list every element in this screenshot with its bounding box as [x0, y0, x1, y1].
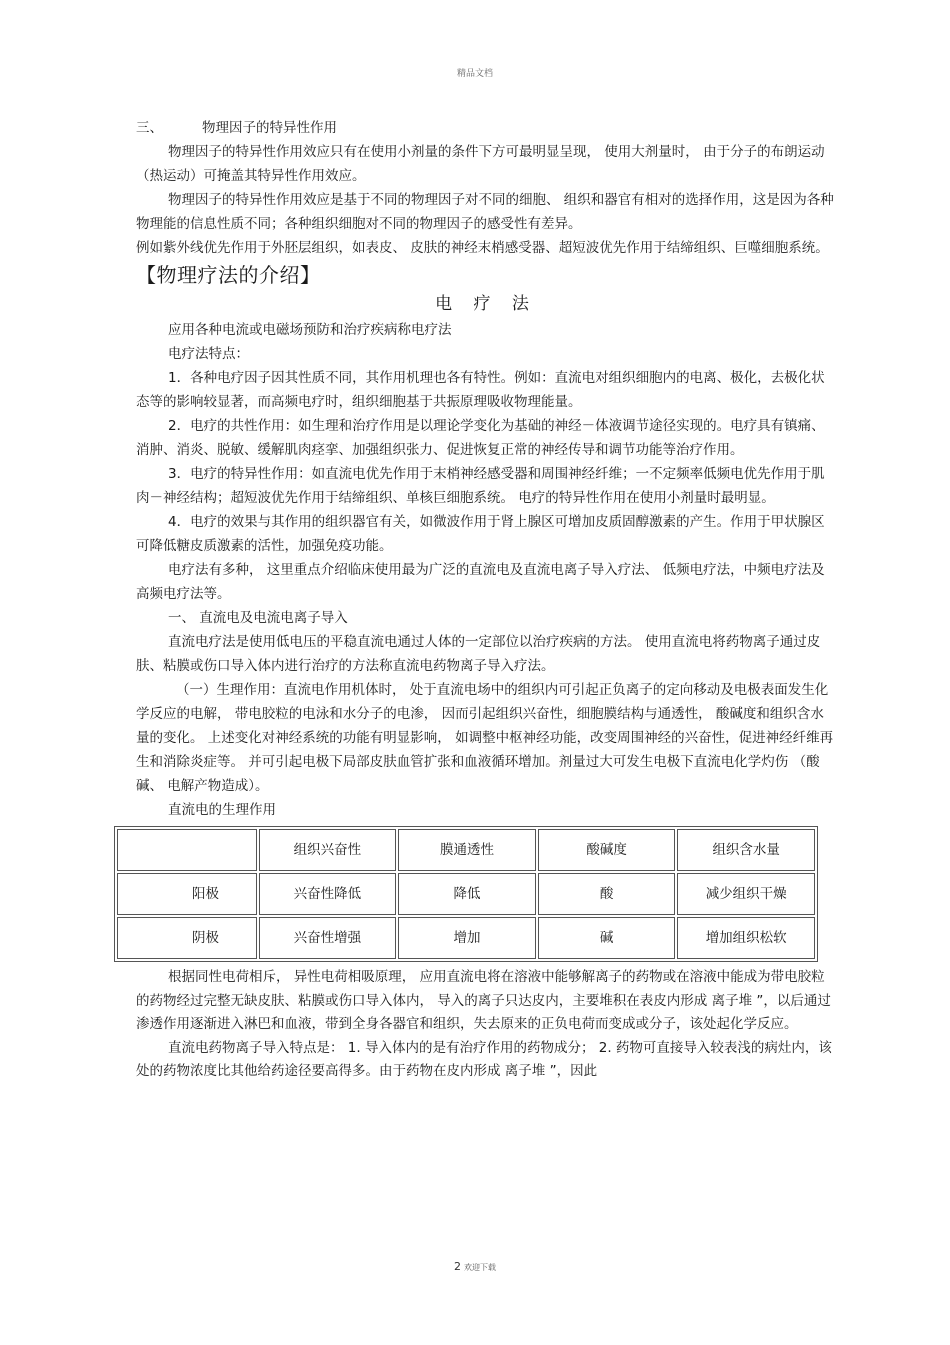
table-row	[117, 873, 815, 915]
list-item: 1．各种电疗因子因其性质不同，其作用机理也各有特性。例如：直流电对组织细胞内的电离、极化，去极化状态等的影响较显著，而高频电疗时，组织细胞基于共振原理吸收物理能量。	[136, 370, 825, 410]
list-item: 4．电疗的效果与其作用的组织器官有关，如微波作用于肾上腺区可增加皮质固醇激素的产生。作用于甲状腺区可降低糖皮质激素的活性，加强免疫功能。	[136, 514, 825, 554]
paragraph: 物理因子的特异性作用效应是基于不同的物理因子对不同的细胞、 组织和器官有相对的选择作用，这是因为各种物理能的信息性质不同；各种组织细胞对不同的物理因子的感受性有差异。	[136, 192, 834, 232]
table-header-cell: 膜通透性	[398, 829, 536, 871]
table-row	[117, 917, 815, 959]
footer-note: 欢迎下载	[464, 1263, 496, 1272]
row-label: 阳极	[117, 873, 257, 915]
intro-heading: 【物理疗法的介绍】	[136, 263, 321, 287]
paragraph: 电疗法特点：	[168, 346, 249, 362]
paragraph: 直流电疗法是使用低电压的平稳直流电通过人体的一定部位以治疗疾病的方法。 使用直流电将药物离子通过皮肤、粘膜或伤口导入体内进行治疗的方法称直流电药物离子导入疗法。	[136, 634, 821, 674]
table-caption: 直流电的生理作用	[168, 802, 276, 818]
electrotherapy-title: 电 疗 法	[435, 294, 537, 314]
table-cell: 酸	[538, 873, 676, 915]
row-label: 阴极	[117, 917, 257, 959]
table-header-cell: 酸碱度	[538, 829, 676, 871]
table-header-cell: 组织兴奋性	[259, 829, 397, 871]
paragraph: 应用各种电流或电磁场预防和治疗疾病称电疗法	[168, 322, 452, 338]
page-number: 2	[454, 1260, 461, 1273]
table-cell: 增加组织松软	[677, 917, 815, 959]
table-cell: 碱	[538, 917, 676, 959]
page-footer	[0, 1260, 950, 1273]
paragraph: 例如紫外线优先作用于外胚层组织，如表皮、 皮肤的神经末梢感受器、超短波优先作用于结缔组织、巨噬细胞系统。	[136, 240, 829, 256]
paragraph: 根据同性电荷相斥， 异性电荷相吸原理， 应用直流电将在溶液中能够解离子的药物或在溶液中能成为带电胶粒的药物经过完整无缺皮肤、粘膜或伤口导入体内， 导入的离子只达皮内，主要堆积在表皮内形成 离子堆 ”，以后通过渗透作用逐渐进入淋巴和血液，带到全身各器官和组织，失去原来的正负电荷而变成或分子，该处起化学反应。	[136, 969, 831, 1033]
paragraph: （一）生理作用：直流电作用机体时， 处于直流电场中的组织内可引起正负离子的定向移动及电极表面发生化学反应的电解， 带电胶粒的电泳和水分子的电渗， 因而引起组织兴奋性，细胞膜结构与通透性， 酸碱度和组织含水量的变化。 上述变化对神经系统的功能有明显影响， 如调整中枢神经功能，改变周围神经的兴奋性，促进神经纤维再生和消除炎症等。 并可引起电极下局部皮肤血管扩张和血液循环增加。剂量过大可发生电极下直流电化学灼伤 （酸碱、 电解产物造成）。	[136, 682, 834, 794]
table-cell: 增加	[398, 917, 536, 959]
section-number: 三、	[136, 120, 163, 136]
subsection-heading: 一、 直流电及电流电离子导入	[168, 610, 348, 626]
paragraph: 直流电药物离子导入特点是： 1. 导入体内的是有治疗作用的药物成分； 2. 药物可直接导入较表浅的病灶内，该处的药物浓度比其他给药途径要高得多。由于药物在皮内形成 离子堆 ”，因此	[136, 1039, 832, 1080]
table-cell	[117, 829, 257, 871]
page-header: 精品文档	[456, 69, 493, 79]
table-cell: 降低	[398, 873, 536, 915]
paragraph: 电疗法有多种， 这里重点介绍临床使用最为广泛的直流电及直流电离子导入疗法、 低频电疗法，中频电疗法及高频电疗法等。	[136, 562, 825, 602]
list-item: 2．电疗的共性作用：如生理和治疗作用是以理论学变化为基础的神经－体液调节途径实现的。电疗具有镇痛、消肿、消炎、脱敏、缓解肌肉痉挛、加强组织张力、促进恢复正常的神经传导和调节功能等治疗作用。	[136, 418, 825, 458]
physiology-table	[114, 826, 818, 962]
paragraph: 物理因子的特异性作用效应只有在使用小剂量的条件下方可最明显呈现， 使用大剂量时， 由于分子的布朗运动（热运动）可掩盖其特异性作用效应。	[136, 144, 825, 184]
table-header-row	[117, 829, 815, 871]
list-item: 3．电疗的特异性作用：如直流电优先作用于末梢神经感受器和周围神经纤维；一不定频率低频电优先作用于肌肉－神经结构；超短波优先作用于结缔组织、单核巨细胞系统。 电疗的特异性作用在使用小剂量时最明显。	[136, 466, 825, 506]
table-cell: 减少组织干燥	[677, 873, 815, 915]
table-cell: 兴奋性增强	[259, 917, 397, 959]
section-heading	[136, 116, 836, 140]
document-body	[136, 116, 836, 1084]
table-cell: 兴奋性降低	[259, 873, 397, 915]
section-title: 物理因子的特异性作用	[202, 120, 337, 136]
table-header-cell: 组织含水量	[677, 829, 815, 871]
